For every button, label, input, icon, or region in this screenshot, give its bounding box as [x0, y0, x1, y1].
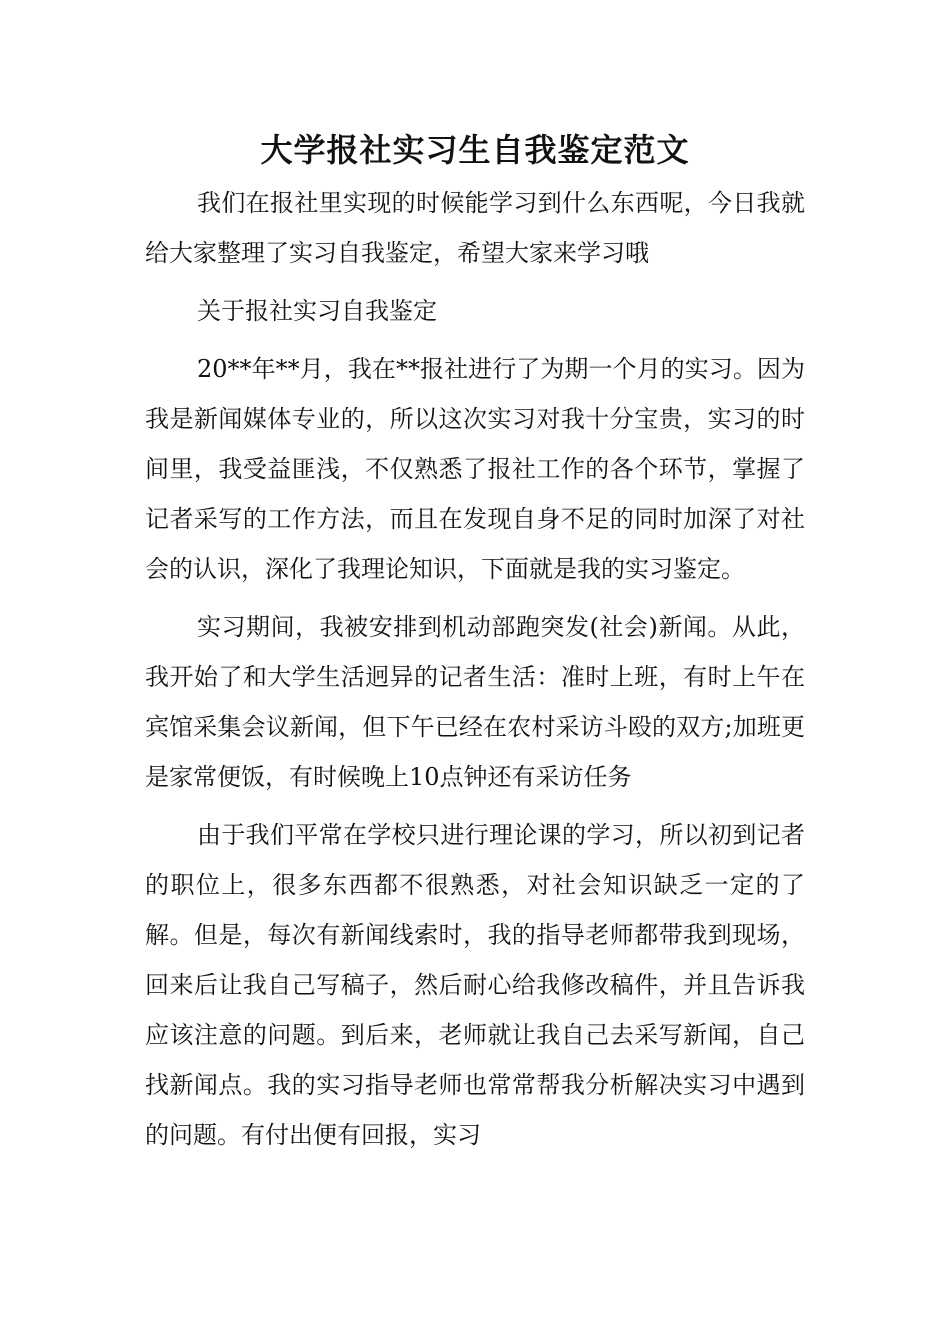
body-paragraph-2: 实习期间，我被安排到机动部跑突发(社会)新闻。从此，我开始了和大学生活迥异的记者生活：准时上班，有时上午在宾馆采集会议新闻，但下午已经在农村采访斗殴的双方;加班更是家常便饭，有时候晚上10点钟还有采访任务 — [145, 613, 805, 791]
section-heading: 关于报社实习自我鉴定 — [197, 297, 437, 325]
intro-paragraph: 我们在报社里实现的时候能学习到什么东西呢，今日我就给大家整理了实习自我鉴定，希望大家来学习哦 — [145, 189, 805, 267]
document-page — [145, 128, 805, 1160]
body-paragraph-3: 由于我们平常在学校只进行理论课的学习，所以初到记者的职位上，很多东西都不很熟悉，对社会知识缺乏一定的了解。但是，每次有新闻线索时，我的指导老师都带我到现场，回来后让我自己写稿子，然后耐心给我修改稿件，并且告诉我应该注意的问题。到后来，老师就让我自己去采写新闻，自己找新闻点。我的实习指导老师也常常帮我分析解决实习中遇到的问题。有付出便有回报，实习 — [145, 821, 805, 1149]
body-paragraph-1: 20**年**月，我在**报社进行了为期一个月的实习。因为我是新闻媒体专业的，所以这次实习对我十分宝贵，实习的时间里，我受益匪浅，不仅熟悉了报社工作的各个环节，掌握了记者采写的工作方法，而且在发现自身不足的同时加深了对社会的认识，深化了我理论知识，下面就是我的实习鉴定。 — [145, 355, 805, 583]
document-title: 大学报社实习生自我鉴定范文 — [260, 131, 690, 169]
